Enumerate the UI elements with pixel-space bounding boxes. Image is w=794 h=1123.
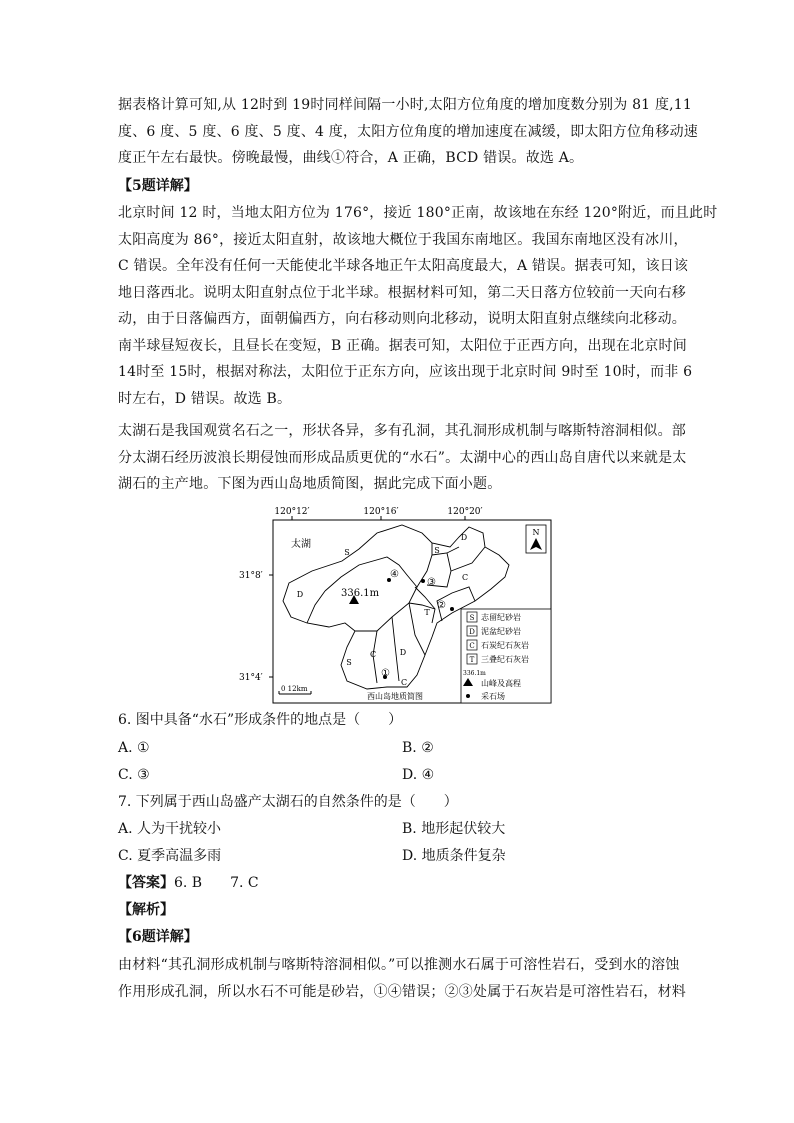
text-line: 动，由于日落偏西方，面朝偏西方，向右移动则向北移动，说明太阳直射点继续向北移动。 <box>118 311 686 327</box>
lon-label: 120°12′ <box>274 507 310 517</box>
legend-key: C <box>469 642 475 650</box>
q7-option-d: D. 地质条件复杂 <box>402 848 506 864</box>
lat-label: 31°8′ <box>239 571 263 581</box>
q7-option-a: A. 人为干扰较小 <box>118 821 222 837</box>
svg-text:N: N <box>532 528 540 537</box>
text-line: 北京时间 12 时，当地太阳方位为 176°，接近 180°正南，故该地在东经 120°附近，而且此时 <box>118 205 718 221</box>
zone-letter: S <box>434 546 440 555</box>
zone-letter: D <box>460 533 468 542</box>
legend-key: T <box>469 656 475 664</box>
q6-detail-paragraph <box>118 952 686 1005</box>
zone-letter: S <box>346 658 352 667</box>
legend-text: 采石场 <box>481 692 505 701</box>
svg-text:0 12km: 0 12km <box>281 685 308 693</box>
answer-label: 【答案】 <box>118 875 174 891</box>
legend-key: D <box>469 628 475 636</box>
text-line: 度、6 度、5 度、6 度、5 度、4 度，太阳方位角度的增加速度在减缓，即太阳方位角移动速 <box>118 123 698 140</box>
north-arrow <box>526 525 546 553</box>
legend-text: 三叠纪石灰岩 <box>481 655 529 664</box>
answer-line <box>118 870 259 897</box>
text-line: 时左右，D 错误。故选 B。 <box>118 390 292 407</box>
intro-paragraph <box>118 92 698 172</box>
text-line: 据表格计算可知,从 12时到 19时同样间隔一小时,太阳方位角度的增加度数分别为 81 度,11 <box>118 97 693 113</box>
legend-text: 山峰及高程 <box>481 679 521 688</box>
q6-option-d: D. ④ <box>402 767 435 783</box>
site-label: ② <box>437 600 446 611</box>
lat-label: 31°4′ <box>239 673 263 683</box>
text-line: 太阳高度为 86°，接近太阳直射，故该地大概位于我国东南地区。我国东南地区没有冰川， <box>118 231 688 248</box>
zone-letter: C <box>369 650 377 659</box>
text-line: 南半球昼短夜长，且昼长在变短，B 正确。据表可知，太阳位于正西方向，出现在北京时间 <box>118 337 687 354</box>
zone-letter: C <box>400 678 408 687</box>
xishan-geology-map <box>237 505 553 709</box>
legend-key: S <box>469 614 475 622</box>
lake-label: 太湖 <box>291 539 311 550</box>
zone-letter: C <box>461 573 469 582</box>
site-label: ④ <box>390 569 399 580</box>
lon-label: 120°20′ <box>447 507 483 517</box>
text-line: 作用形成孔洞，所以水石不可能是砂岩，①④错误；②③处属于石灰岩是可溶性岩石，材料 <box>118 983 686 1000</box>
answer-text: 6. B 7. C <box>174 875 259 891</box>
map-legend <box>461 609 551 703</box>
legend-text: 志留纪砂岩 <box>481 613 521 622</box>
legend-peak-value: 336.1m <box>463 670 486 677</box>
q6-option-c: C. ③ <box>118 767 150 783</box>
zone-letter: T <box>424 608 430 617</box>
map-svg <box>237 505 553 705</box>
q6-stem: 6. 图中具备“水石”形成条件的地点是（ ） <box>118 712 403 728</box>
site-label: ③ <box>427 577 436 588</box>
q7-stem: 7. 下列属于西山岛盛产太湖石的自然条件的是（ ） <box>118 794 458 810</box>
text-line: 地日落西北。说明太阳直射点位于北半球。根据材料可知，第二天日落方位较前一天向右移 <box>118 284 686 301</box>
q6-detail-heading: 【6题详解】 <box>118 929 198 945</box>
lon-label: 120°16′ <box>363 507 399 517</box>
scale-bar <box>279 685 311 694</box>
text-line: C 错误。全年没有任何一天能使北半球各地正午太阳高度最大，A 错误。据表可知，该日该 <box>118 258 689 274</box>
text-line: 度正午左右最快。傍晚最慢，曲线①符合，A 正确，BCD 错误。故选 A。 <box>118 150 584 166</box>
material-paragraph <box>118 418 687 498</box>
text-line: 分太湖石经历波浪长期侵蚀而形成品质更优的“水石”。太湖中心的西山岛自唐代以来就是太 <box>118 449 687 466</box>
text-line: 湖石的主产地。下图为西山岛地质简图，据此完成下面小题。 <box>118 476 502 492</box>
site-label: ① <box>381 668 390 679</box>
q6-option-b: B. ② <box>402 740 434 756</box>
analysis-label: 【解析】 <box>118 902 174 918</box>
q5-paragraph <box>118 200 718 412</box>
zone-letter: D <box>296 590 304 599</box>
q5-heading: 【5题详解】 <box>118 178 198 194</box>
map-caption: 西山岛地质简图 <box>367 692 423 701</box>
legend-text: 石炭纪石灰岩 <box>481 641 529 650</box>
q7-option-b: B. 地形起伏较大 <box>402 821 506 837</box>
text-line: 由材料“其孔洞形成机制与喀斯特溶洞相似。”可以推测水石属于可溶性岩石，受到水的溶蚀 <box>118 957 680 973</box>
svg-text:336.1m: 336.1m <box>341 588 380 599</box>
legend-text: 泥盆纪砂岩 <box>481 627 521 636</box>
text-line: 14时至 15时，根据对称法，太阳位于正东方向，应该出现于北京时间 9时至 10时，而非 6 <box>118 364 693 380</box>
zone-letter: S <box>344 548 350 557</box>
q7-option-c: C. 夏季高温多雨 <box>118 848 222 864</box>
zone-letter: D <box>399 648 407 657</box>
text-line: 太湖石是我国观赏名石之一，形状各异，多有孔洞，其孔洞形成机制与喀斯特溶洞相似。部 <box>118 423 686 439</box>
q6-option-a: A. ① <box>118 740 150 756</box>
